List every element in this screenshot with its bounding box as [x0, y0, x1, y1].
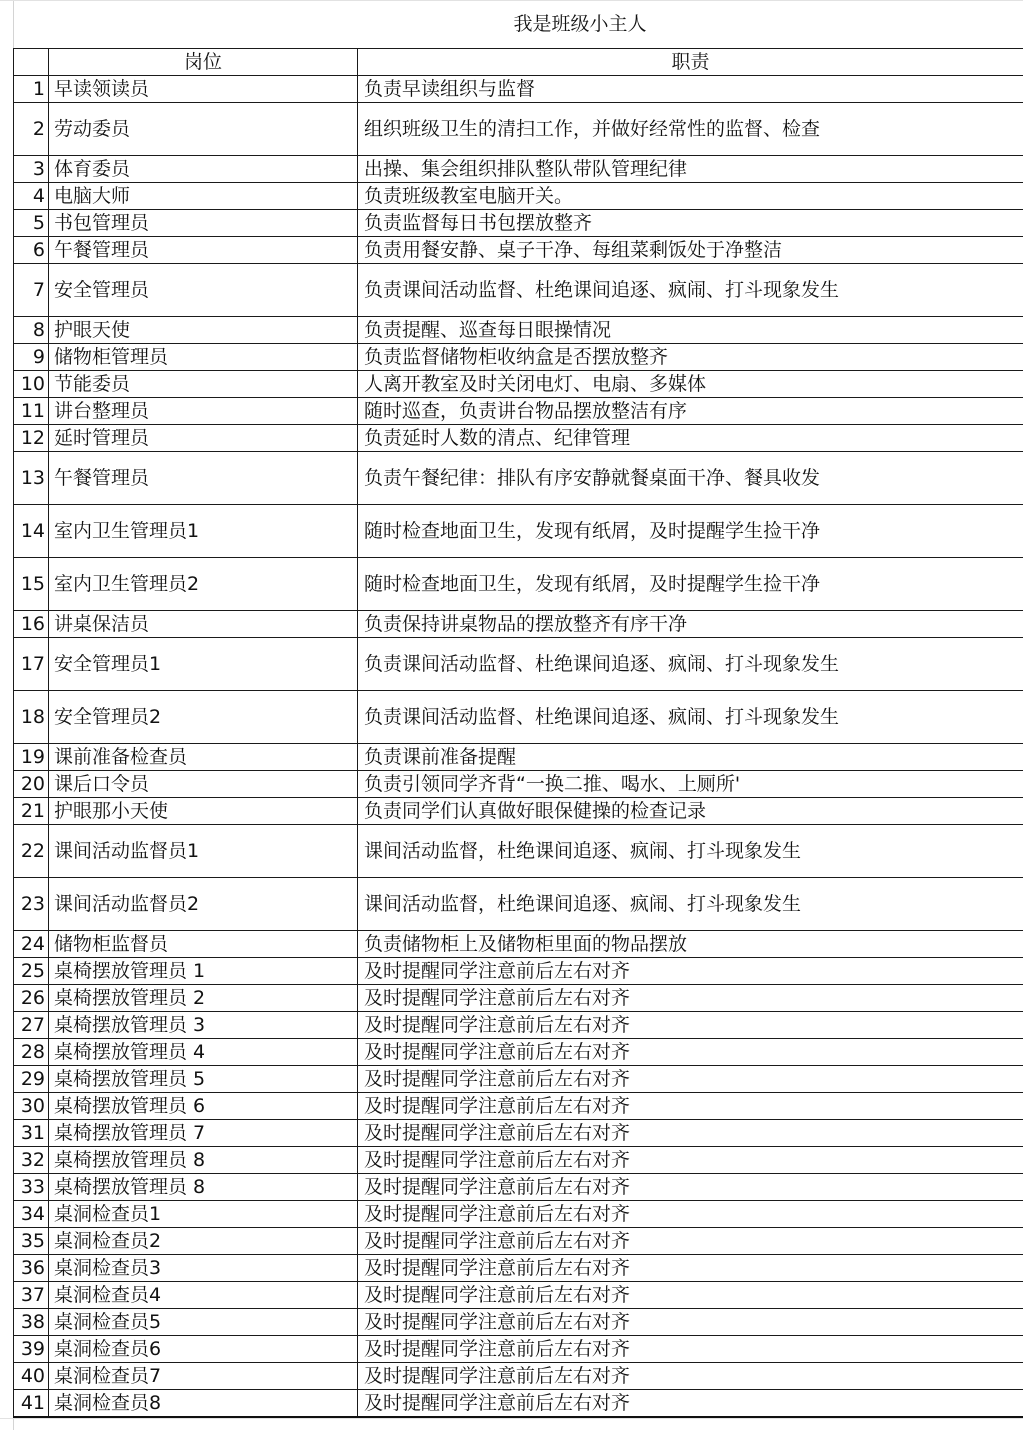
duty-cell[interactable]: 负责监督每日书包摆放整齐	[358, 210, 1023, 237]
position-cell[interactable]: 课后口令员	[49, 771, 358, 798]
table-row	[14, 1255, 1023, 1282]
position-cell[interactable]: 体育委员	[49, 156, 358, 183]
duty-cell[interactable]: 负责保持讲桌物品的摆放整齐有序干净	[358, 611, 1023, 638]
position-cell[interactable]: 桌椅摆放管理员 7	[49, 1120, 358, 1147]
row-number-cell[interactable]: 6	[14, 237, 49, 264]
duty-cell[interactable]: 负责课间活动监督、杜绝课间追逐、疯闹、打斗现象发生	[358, 691, 1023, 744]
table-row	[14, 1201, 1023, 1228]
position-cell[interactable]: 桌洞检查员3	[49, 1255, 358, 1282]
table-row	[14, 183, 1023, 210]
row-number-cell[interactable]: 40	[14, 1363, 49, 1390]
table-row	[14, 1039, 1023, 1066]
table-row	[14, 103, 1023, 156]
row-number-cell[interactable]: 25	[14, 958, 49, 985]
row-number-cell[interactable]: 14	[14, 505, 49, 558]
duty-cell[interactable]: 负责储物柜上及储物柜里面的物品摆放	[358, 931, 1023, 958]
duty-cell[interactable]: 及时提醒同学注意前后左右对齐	[358, 1255, 1023, 1282]
position-cell[interactable]: 桌洞检查员2	[49, 1228, 358, 1255]
position-cell[interactable]: 桌椅摆放管理员 6	[49, 1093, 358, 1120]
duty-cell[interactable]: 出操、集会组织排队整队带队管理纪律	[358, 156, 1023, 183]
table-row	[14, 638, 1023, 691]
position-cell[interactable]: 劳动委员	[49, 103, 358, 156]
position-cell[interactable]: 桌洞检查员5	[49, 1309, 358, 1336]
table-row	[14, 1282, 1023, 1309]
position-cell[interactable]: 安全管理员	[49, 264, 358, 317]
row-number-cell[interactable]: 15	[14, 558, 49, 611]
duty-cell[interactable]: 课间活动监督，杜绝课间追逐、疯闹、打斗现象发生	[358, 878, 1023, 931]
table-row	[14, 452, 1023, 505]
duty-cell[interactable]: 及时提醒同学注意前后左右对齐	[358, 985, 1023, 1012]
position-cell[interactable]: 讲台整理员	[49, 398, 358, 425]
row-number-cell[interactable]: 38	[14, 1309, 49, 1336]
table-row	[14, 1066, 1023, 1093]
table-row	[14, 931, 1023, 958]
header-position-cell[interactable]: 岗位	[49, 49, 358, 76]
duty-cell[interactable]: 随时巡查，负责讲台物品摆放整洁有序	[358, 398, 1023, 425]
row-number-cell[interactable]: 41	[14, 1390, 49, 1418]
position-cell[interactable]: 安全管理员2	[49, 691, 358, 744]
position-cell[interactable]: 桌洞检查员4	[49, 1282, 358, 1309]
duty-cell[interactable]: 随时检查地面卫生，发现有纸屑，及时提醒学生捡干净	[358, 505, 1023, 558]
position-cell[interactable]: 讲桌保洁员	[49, 611, 358, 638]
row-number-cell[interactable]: 35	[14, 1228, 49, 1255]
table-row	[14, 1336, 1023, 1363]
position-cell[interactable]: 安全管理员1	[49, 638, 358, 691]
duty-cell[interactable]: 及时提醒同学注意前后左右对齐	[358, 1228, 1023, 1255]
position-cell[interactable]: 室内卫生管理员2	[49, 558, 358, 611]
row-number-cell[interactable]: 34	[14, 1201, 49, 1228]
row-number-cell[interactable]: 16	[14, 611, 49, 638]
row-number-cell[interactable]: 22	[14, 825, 49, 878]
table-row	[14, 425, 1023, 452]
table-row	[14, 798, 1023, 825]
table-row	[14, 237, 1023, 264]
grid-line	[0, 1418, 1023, 1419]
row-number-cell[interactable]: 37	[14, 1282, 49, 1309]
duty-cell[interactable]: 负责午餐纪律：排队有序安静就餐桌面干净、餐具收发	[358, 452, 1023, 505]
position-cell[interactable]: 桌洞检查员7	[49, 1363, 358, 1390]
duty-cell[interactable]: 及时提醒同学注意前后左右对齐	[358, 1201, 1023, 1228]
position-cell[interactable]: 课间活动监督员2	[49, 878, 358, 931]
duty-cell[interactable]: 负责早读组织与监督	[358, 76, 1023, 103]
header-row	[14, 49, 1023, 76]
row-number-cell[interactable]: 2	[14, 103, 49, 156]
table-row	[14, 156, 1023, 183]
position-cell[interactable]: 桌椅摆放管理员 8	[49, 1174, 358, 1201]
table-row	[14, 1120, 1023, 1147]
row-number-cell[interactable]: 4	[14, 183, 49, 210]
table-row	[14, 771, 1023, 798]
sheet-title[interactable]: 我是班级小主人	[513, 13, 647, 35]
duty-cell[interactable]: 及时提醒同学注意前后左右对齐	[358, 1147, 1023, 1174]
row-number-cell[interactable]: 30	[14, 1093, 49, 1120]
position-cell[interactable]: 室内卫生管理员1	[49, 505, 358, 558]
row-number-cell[interactable]: 18	[14, 691, 49, 744]
position-cell[interactable]: 桌洞检查员8	[49, 1390, 358, 1418]
position-cell[interactable]: 电脑大师	[49, 183, 358, 210]
table-row	[14, 985, 1023, 1012]
position-cell[interactable]: 节能委员	[49, 371, 358, 398]
position-cell[interactable]: 午餐管理员	[49, 237, 358, 264]
duty-cell[interactable]: 及时提醒同学注意前后左右对齐	[358, 1363, 1023, 1390]
table-row	[14, 264, 1023, 317]
position-cell[interactable]: 桌椅摆放管理员 4	[49, 1039, 358, 1066]
header-number-cell[interactable]	[14, 49, 49, 76]
table-row	[14, 1363, 1023, 1390]
row-number-cell[interactable]: 12	[14, 425, 49, 452]
duty-cell[interactable]: 及时提醒同学注意前后左右对齐	[358, 1012, 1023, 1039]
table-row	[14, 1228, 1023, 1255]
position-cell[interactable]: 护眼天使	[49, 317, 358, 344]
duty-cell[interactable]: 负责引领同学齐背“一换二推、喝水、上厕所'	[358, 771, 1023, 798]
row-number-cell[interactable]: 10	[14, 371, 49, 398]
duty-cell[interactable]: 及时提醒同学注意前后左右对齐	[358, 1066, 1023, 1093]
table-row	[14, 398, 1023, 425]
duty-cell[interactable]: 负责课前准备提醒	[358, 744, 1023, 771]
row-number-cell[interactable]: 7	[14, 264, 49, 317]
position-cell[interactable]: 储物柜管理员	[49, 344, 358, 371]
table-row	[14, 691, 1023, 744]
duty-cell[interactable]: 负责监督储物柜收纳盒是否摆放整齐	[358, 344, 1023, 371]
row-number-cell[interactable]: 5	[14, 210, 49, 237]
row-number-cell[interactable]: 3	[14, 156, 49, 183]
row-number-cell[interactable]: 20	[14, 771, 49, 798]
position-cell[interactable]: 早读领读员	[49, 76, 358, 103]
table-row	[14, 878, 1023, 931]
duty-cell[interactable]: 负责班级教室电脑开关。	[358, 183, 1023, 210]
table-body	[14, 76, 1023, 1418]
duty-cell[interactable]: 及时提醒同学注意前后左右对齐	[358, 1093, 1023, 1120]
table-row	[14, 1390, 1023, 1418]
duty-cell[interactable]: 及时提醒同学注意前后左右对齐	[358, 1309, 1023, 1336]
table-row	[14, 611, 1023, 638]
table-row	[14, 344, 1023, 371]
position-cell[interactable]: 课间活动监督员1	[49, 825, 358, 878]
row-number-cell[interactable]: 32	[14, 1147, 49, 1174]
table-row	[14, 317, 1023, 344]
position-cell[interactable]: 延时管理员	[49, 425, 358, 452]
duty-cell[interactable]: 负责同学们认真做好眼保健操的检查记录	[358, 798, 1023, 825]
position-cell[interactable]: 桌椅摆放管理员 8	[49, 1147, 358, 1174]
table-row	[14, 1093, 1023, 1120]
row-number-cell[interactable]: 31	[14, 1120, 49, 1147]
table-row	[14, 1012, 1023, 1039]
duty-cell[interactable]: 负责用餐安静、桌子干净、每组菜剩饭处于净整洁	[358, 237, 1023, 264]
position-cell[interactable]: 桌椅摆放管理员 5	[49, 1066, 358, 1093]
duty-cell[interactable]: 人离开教室及时关闭电灯、电扇、多媒体	[358, 371, 1023, 398]
position-cell[interactable]: 桌椅摆放管理员 3	[49, 1012, 358, 1039]
table-row	[14, 1309, 1023, 1336]
table-row	[14, 558, 1023, 611]
position-cell[interactable]: 午餐管理员	[49, 452, 358, 505]
position-cell[interactable]: 桌椅摆放管理员 1	[49, 958, 358, 985]
duty-table	[13, 48, 1023, 1418]
row-number-cell[interactable]: 36	[14, 1255, 49, 1282]
row-number-cell[interactable]: 17	[14, 638, 49, 691]
row-number-cell[interactable]: 21	[14, 798, 49, 825]
duty-cell[interactable]: 及时提醒同学注意前后左右对齐	[358, 1039, 1023, 1066]
duty-cell[interactable]: 组织班级卫生的清扫工作，并做好经常性的监督、检查	[358, 103, 1023, 156]
row-number-cell[interactable]: 19	[14, 744, 49, 771]
position-cell[interactable]: 桌洞检查员6	[49, 1336, 358, 1363]
row-number-cell[interactable]: 23	[14, 878, 49, 931]
table-row	[14, 825, 1023, 878]
duty-cell[interactable]: 负责提醒、巡查每日眼操情况	[358, 317, 1023, 344]
position-cell[interactable]: 护眼那小天使	[49, 798, 358, 825]
duty-cell[interactable]: 负责课间活动监督、杜绝课间追逐、疯闹、打斗现象发生	[358, 638, 1023, 691]
row-number-cell[interactable]: 27	[14, 1012, 49, 1039]
duty-cell[interactable]: 随时检查地面卫生，发现有纸屑，及时提醒学生捡干净	[358, 558, 1023, 611]
duty-cell[interactable]: 及时提醒同学注意前后左右对齐	[358, 1174, 1023, 1201]
header-duty-cell[interactable]: 职责	[358, 49, 1023, 76]
row-number-cell[interactable]: 1	[14, 76, 49, 103]
duty-cell[interactable]: 及时提醒同学注意前后左右对齐	[358, 958, 1023, 985]
position-cell[interactable]: 桌椅摆放管理员 2	[49, 985, 358, 1012]
position-cell[interactable]: 课前准备检查员	[49, 744, 358, 771]
table-row	[14, 505, 1023, 558]
row-number-cell[interactable]: 9	[14, 344, 49, 371]
table-row	[14, 210, 1023, 237]
table-row	[14, 744, 1023, 771]
table-row	[14, 1174, 1023, 1201]
duty-cell[interactable]: 及时提醒同学注意前后左右对齐	[358, 1336, 1023, 1363]
position-cell[interactable]: 桌洞检查员1	[49, 1201, 358, 1228]
table-row	[14, 958, 1023, 985]
row-number-cell[interactable]: 39	[14, 1336, 49, 1363]
position-cell[interactable]: 书包管理员	[49, 210, 358, 237]
position-cell[interactable]: 储物柜监督员	[49, 931, 358, 958]
row-number-cell[interactable]: 24	[14, 931, 49, 958]
duty-cell[interactable]: 负责课间活动监督、杜绝课间追逐、疯闹、打斗现象发生	[358, 264, 1023, 317]
table-row	[14, 1147, 1023, 1174]
duty-cell[interactable]: 及时提醒同学注意前后左右对齐	[358, 1390, 1023, 1418]
row-number-cell[interactable]: 28	[14, 1039, 49, 1066]
duty-cell[interactable]: 课间活动监督，杜绝课间追逐、疯闹、打斗现象发生	[358, 825, 1023, 878]
duty-cell[interactable]: 及时提醒同学注意前后左右对齐	[358, 1120, 1023, 1147]
table-row	[14, 76, 1023, 103]
duty-cell[interactable]: 及时提醒同学注意前后左右对齐	[358, 1282, 1023, 1309]
row-number-cell[interactable]: 33	[14, 1174, 49, 1201]
row-number-cell[interactable]: 8	[14, 317, 49, 344]
row-number-cell[interactable]: 26	[14, 985, 49, 1012]
row-number-cell[interactable]: 13	[14, 452, 49, 505]
table-row	[14, 371, 1023, 398]
row-number-cell[interactable]: 29	[14, 1066, 49, 1093]
duty-cell[interactable]: 负责延时人数的清点、纪律管理	[358, 425, 1023, 452]
row-number-cell[interactable]: 11	[14, 398, 49, 425]
